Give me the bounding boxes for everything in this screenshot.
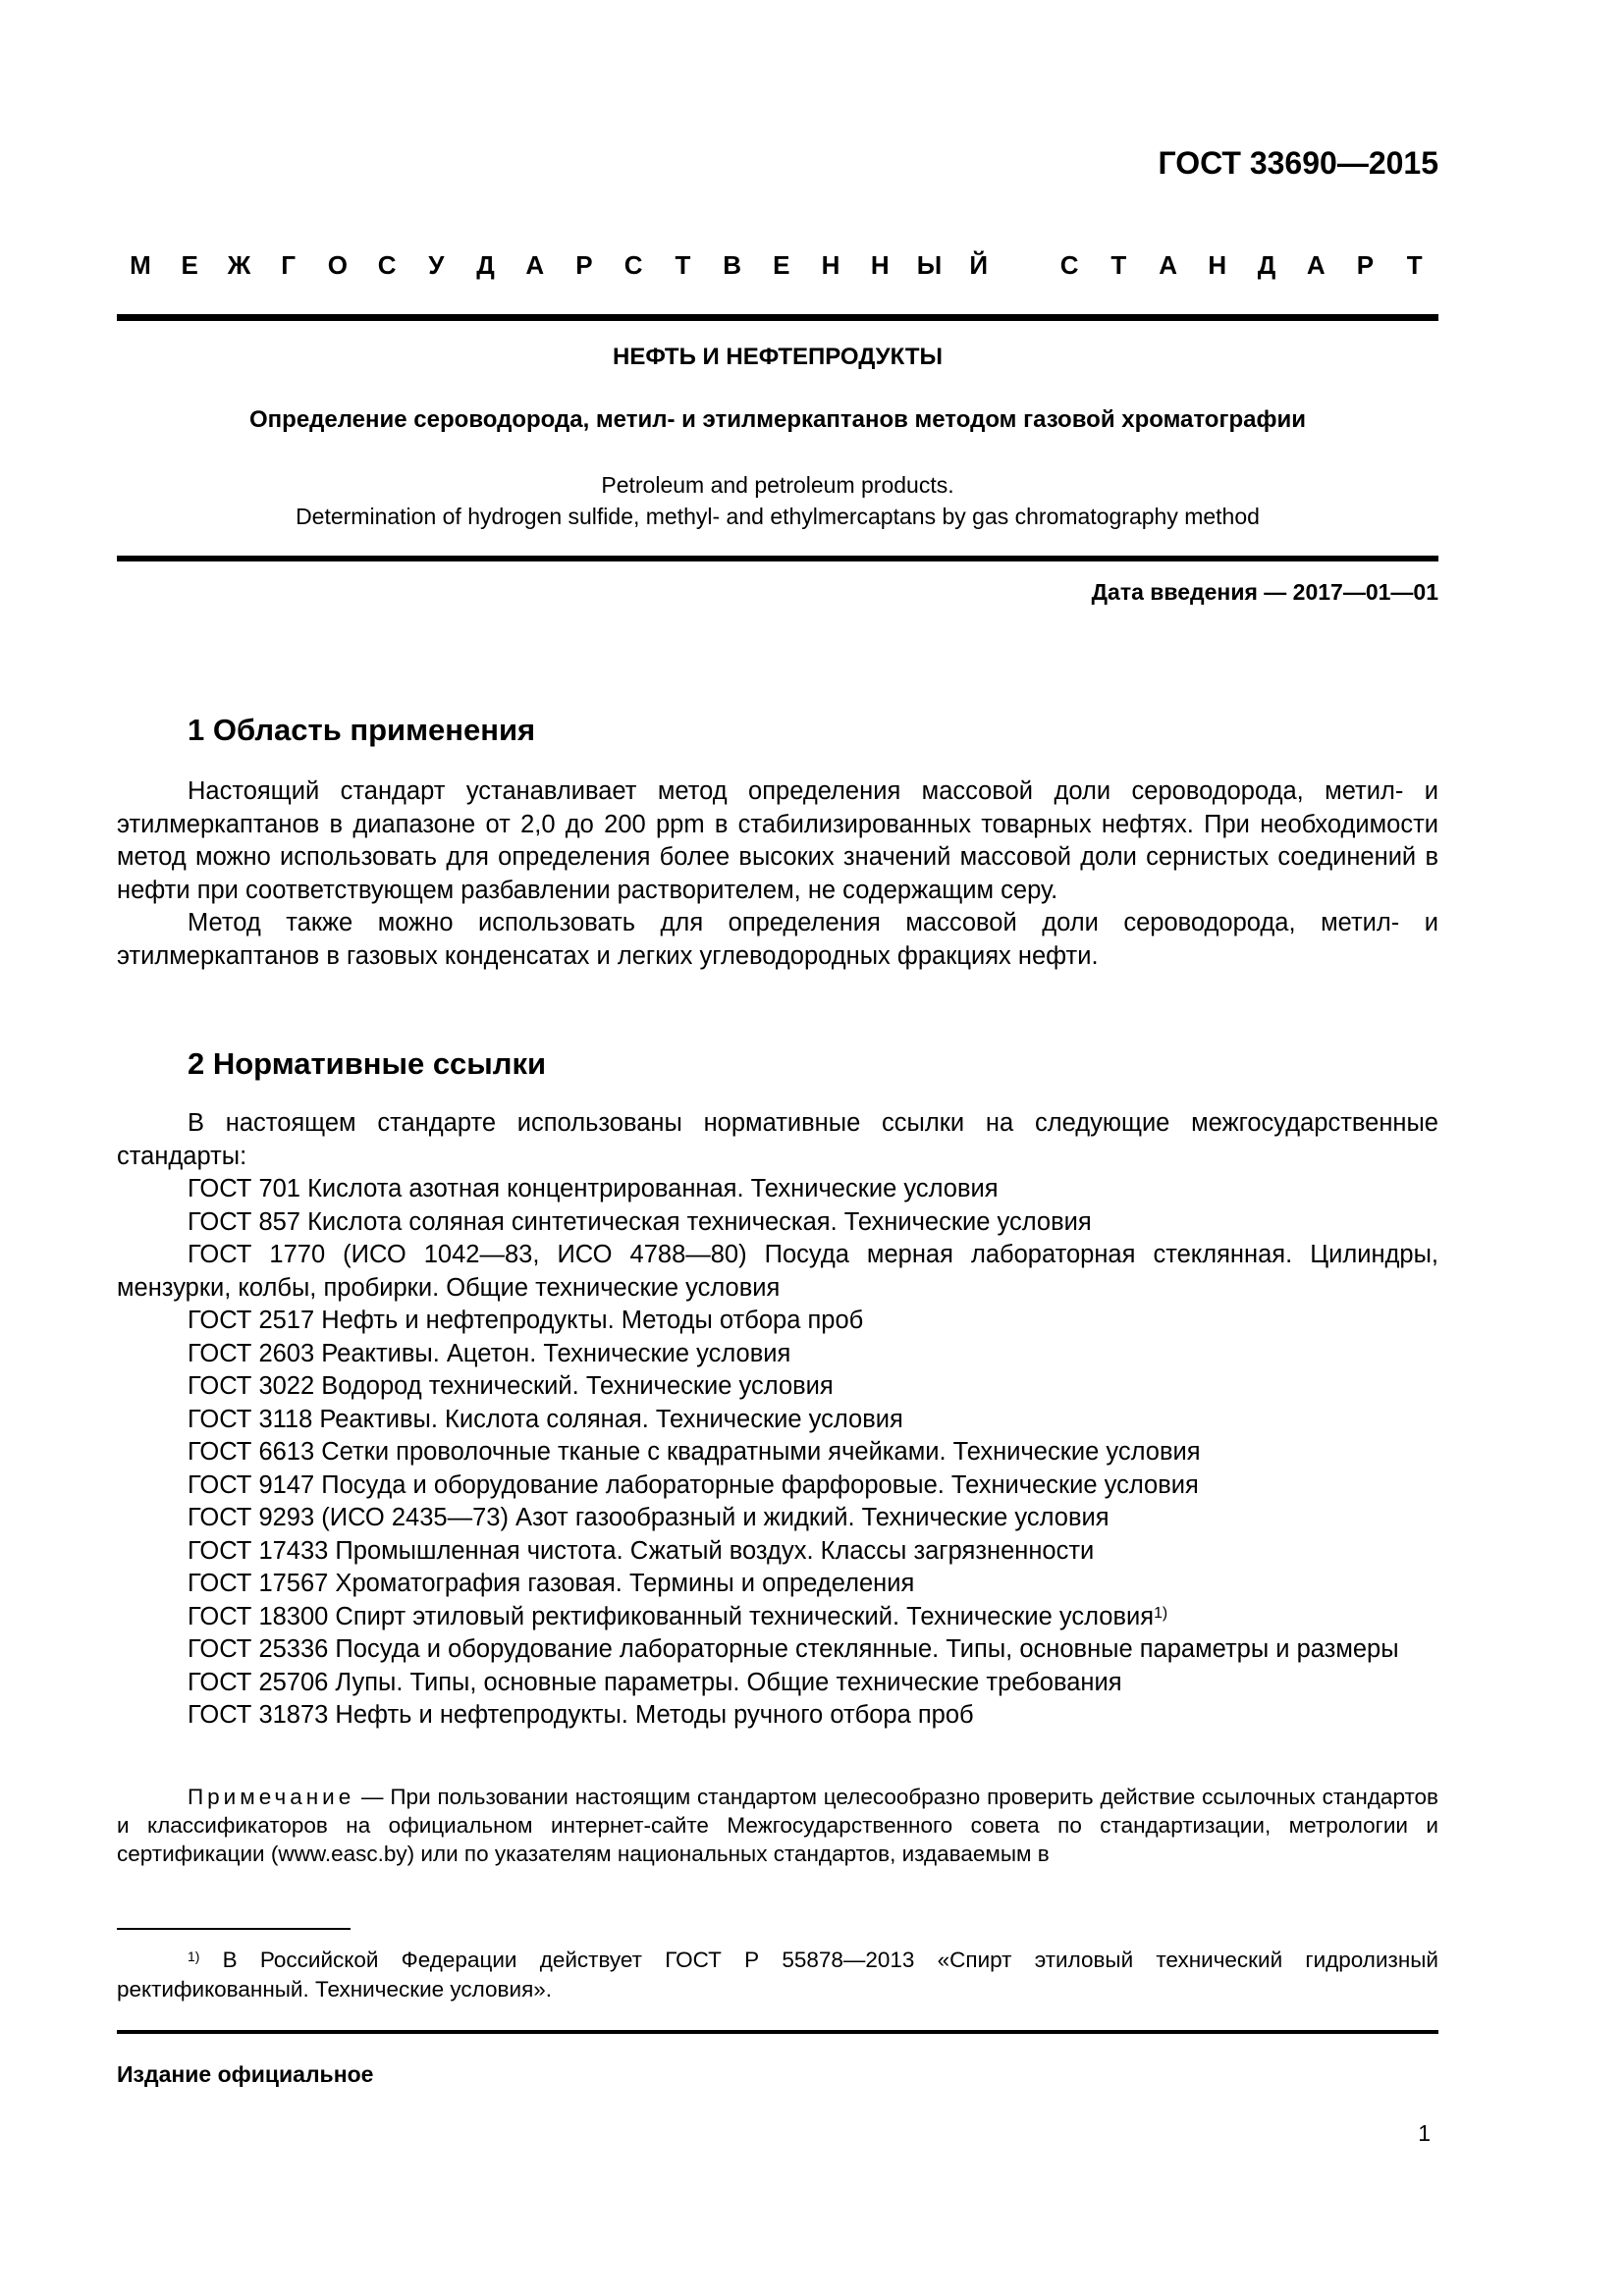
- header-letter: Е: [773, 250, 790, 280]
- header-letter: Ы: [916, 250, 943, 280]
- reference-item: ГОСТ 857 Кислота соляная синтетическая техническая. Технические условия: [188, 1207, 1092, 1236]
- header-letter: Т: [675, 250, 691, 280]
- title-english-line: Determination of hydrogen sulfide, methyl- and ethylmercaptans by gas chromatography method: [296, 504, 1260, 529]
- footnote: [117, 1946, 1438, 2004]
- reference-item: ГОСТ 9147 Посуда и оборудование лабораторные фарфоровые. Технические условия: [188, 1470, 1199, 1499]
- footnote-mark: 1): [188, 1949, 200, 1964]
- header-letter: С: [623, 250, 643, 280]
- footnote-marker: 1): [1154, 1604, 1168, 1622]
- section-2-heading: 2 Нормативные ссылки: [188, 1046, 547, 1081]
- footnote-paragraph: [117, 1946, 1438, 2004]
- title-english: [117, 469, 1438, 532]
- header-letter: Д: [476, 250, 495, 280]
- header-letter: Т: [1110, 250, 1127, 280]
- header-letter: О: [327, 250, 348, 280]
- header-letter: А: [1306, 250, 1326, 280]
- header-letter: М: [130, 250, 151, 280]
- header-letter: А: [525, 250, 545, 280]
- header-letter: В: [723, 250, 742, 280]
- word-gap: [1004, 250, 1044, 284]
- header-letter: Н: [1208, 250, 1227, 280]
- header-letter: Й: [969, 250, 989, 280]
- reference-item: ГОСТ 9293 (ИСО 2435—73) Азот газообразный и жидкий. Технические условия: [188, 1504, 1110, 1531]
- paragraph: Настоящий стандарт устанавливает метод определения массовой доли сероводорода, метил- и этилмеркаптанов в диапазоне от 2,0 до 200 ppm в стабилизированных товарных нефтях. При необходимости метод можно использовать для определения более высоких значений массовой доли сернистых соединений в нефти при соответствующем разбавлении растворителем, не содержащим серу.: [117, 777, 1438, 904]
- document-page: [117, 0, 1438, 2296]
- header-letter: С: [1059, 250, 1079, 280]
- header-letter: Н: [821, 250, 840, 280]
- reference-item: ГОСТ 701 Кислота азотная концентрированная. Технические условия: [188, 1175, 999, 1202]
- title-rule: [117, 556, 1438, 561]
- reference-item: ГОСТ 1770 (ИСО 1042—83, ИСО 4788—80) Посуда мерная лабораторная стеклянная. Цилиндры, мензурки, колбы, пробирки. Общие технические условия: [117, 1241, 1438, 1302]
- page-number: 1: [1418, 2120, 1431, 2146]
- reference-item: [117, 1601, 1438, 1634]
- reference-text: ГОСТ 18300 Спирт этиловый ректификованный технический. Технические условия: [188, 1602, 1155, 1630]
- reference-item: ГОСТ 3022 Водород технический. Технические условия: [188, 1372, 834, 1400]
- note-label: Примечание: [188, 1785, 355, 1809]
- title-english-line: Petroleum and petroleum products.: [601, 472, 954, 498]
- header-letter: Д: [1257, 250, 1276, 280]
- doc-number: ГОСТ 33690—2015: [1158, 145, 1438, 181]
- note-text: — При пользовании настоящим стандартом целесообразно проверить действие ссылочных стандартов и классификаторов на официальном интернет-сайте Межгосударственного совета по стандартизации, метрологии и сертификации (www.easc.by) или по указателям национальных стандартов, издаваемым в: [117, 1785, 1438, 1866]
- note: [117, 1783, 1438, 1868]
- reference-item: ГОСТ 2603 Реактивы. Ацетон. Технические условия: [188, 1339, 791, 1367]
- reference-item: ГОСТ 25336 Посуда и оборудование лабораторные стеклянные. Типы, основные параметры и размеры: [188, 1635, 1399, 1663]
- reference-item: ГОСТ 25706 Лупы. Типы, основные параметры. Общие технические требования: [188, 1668, 1122, 1696]
- header-letter: У: [428, 250, 445, 280]
- title-main: НЕФТЬ И НЕФТЕПРОДУКТЫ: [613, 344, 943, 370]
- official-edition-label: Издание официальное: [117, 2061, 374, 2087]
- header-letter: Р: [1356, 250, 1375, 280]
- reference-item: ГОСТ 2517 Нефть и нефтепродукты. Методы отбора проб: [188, 1307, 864, 1334]
- header-letter: Р: [575, 250, 593, 280]
- introduction-date: Дата введения — 2017—01—01: [1091, 579, 1438, 605]
- section-2-body: [117, 1107, 1438, 1733]
- header-letter: Н: [870, 250, 890, 280]
- header-letter: Е: [181, 250, 198, 280]
- footer-rule: [117, 2030, 1438, 2034]
- header-letter: Т: [1406, 250, 1423, 280]
- reference-item: ГОСТ 6613 Сетки проволочные тканые с квадратными ячейками. Технические условия: [188, 1438, 1201, 1466]
- title-subtitle: Определение сероводорода, метил- и этилмеркаптанов методом газовой хроматографии: [249, 406, 1306, 433]
- paragraph: В настоящем стандарте использованы нормативные ссылки на следующие межгосударственные стандарты:: [117, 1109, 1438, 1170]
- footnote-text: В Российской Федерации действует ГОСТ Р 55878—2013 «Спирт этиловый технический гидролизный ректификованный. Технические условия».: [117, 1948, 1438, 2002]
- section-1-heading: 1 Область применения: [188, 713, 536, 747]
- header-letter: Ж: [227, 250, 251, 280]
- reference-item: ГОСТ 31873 Нефть и нефтепродукты. Методы ручного отбора проб: [188, 1701, 974, 1729]
- header-rule: [117, 314, 1438, 321]
- paragraph: Метод также можно использовать для определения массовой доли сероводорода, метил- и этилмеркаптанов в газовых конденсатах и легких углеводородных фракциях нефти.: [117, 909, 1438, 970]
- footnote-separator: [117, 1928, 351, 1930]
- reference-item: ГОСТ 17433 Промышленная чистота. Сжатый воздух. Классы загрязненности: [188, 1536, 1095, 1565]
- header-letter: А: [1159, 250, 1177, 280]
- reference-item: ГОСТ 17567 Хроматография газовая. Термины и определения: [188, 1570, 915, 1597]
- header-letter: Г: [281, 250, 297, 280]
- section-1-body: [117, 775, 1438, 973]
- interstate-standard-header: [117, 250, 1438, 284]
- reference-item: ГОСТ 3118 Реактивы. Кислота соляная. Технические условия: [188, 1405, 903, 1433]
- note-paragraph: [117, 1783, 1438, 1868]
- header-letter: С: [377, 250, 397, 280]
